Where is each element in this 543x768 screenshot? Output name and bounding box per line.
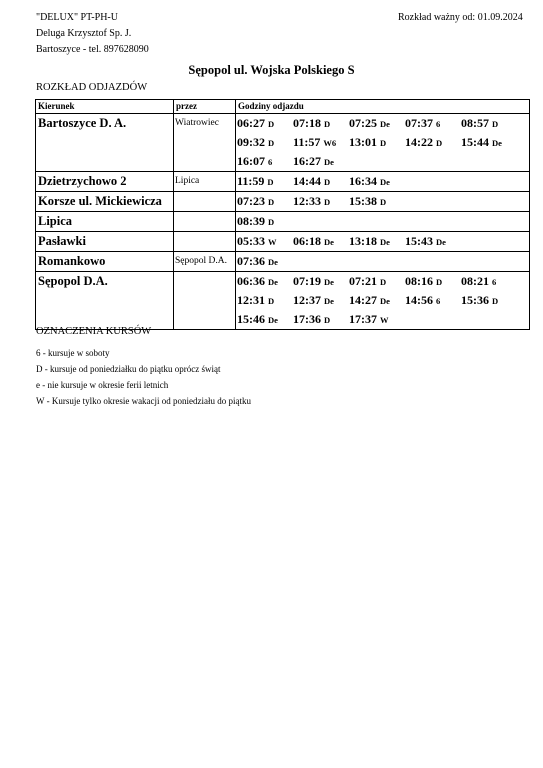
departure-time [405, 272, 461, 292]
table-row [36, 172, 530, 192]
departure-time [293, 114, 349, 134]
time-value: 08:21 [461, 274, 489, 288]
time-value: 07:36 [237, 254, 265, 268]
departure-time [461, 272, 517, 292]
times-line [237, 212, 529, 231]
times-line [237, 172, 529, 191]
time-symbol: D [324, 119, 331, 129]
departure-time [349, 272, 405, 292]
via-cell [174, 192, 236, 212]
departure-time [293, 310, 349, 330]
table-row [36, 114, 530, 172]
direction-cell: Sępopol D.A. [36, 272, 174, 330]
legend-item: 6 - kursuje w soboty [36, 348, 110, 358]
departure-time [293, 192, 349, 212]
departure-time [237, 133, 293, 153]
valid-from-date: Rozkład ważny od: 01.09.2024 [398, 12, 523, 23]
time-symbol: D [268, 296, 275, 306]
time-value: 12:37 [293, 293, 321, 307]
time-value: 14:22 [405, 135, 433, 149]
departure-time [405, 232, 461, 252]
legend-title: OZNACZENIA KURSÓW [36, 326, 152, 337]
time-value: 07:21 [349, 274, 377, 288]
legend-item: W - Kursuje tylko okresie wakacji od poniedziału do piątku [36, 396, 252, 406]
time-value: 08:39 [237, 214, 265, 228]
times-line [237, 291, 529, 310]
times-cell [236, 212, 530, 232]
time-value: 07:23 [237, 194, 265, 208]
time-value: 14:27 [349, 293, 377, 307]
time-value: 07:25 [349, 116, 377, 130]
departure-time [237, 272, 293, 292]
departure-time [349, 291, 405, 311]
stop-title: Sępopol ul. Wojska Polskiego S [188, 63, 355, 77]
times-cell [236, 272, 530, 330]
legend-item: D - kursuje od poniedziałku do piątku oprócz świąt [36, 364, 221, 374]
time-value: 07:19 [293, 274, 321, 288]
via-cell: Wiatrowiec [174, 114, 236, 172]
times-line [237, 114, 529, 133]
column-header-via: przez [174, 100, 236, 114]
departure-time [293, 272, 349, 292]
departure-time [349, 232, 405, 252]
time-symbol: De [268, 315, 278, 325]
departure-time [349, 114, 405, 134]
departure-time [237, 232, 293, 252]
time-value: 09:32 [237, 135, 265, 149]
time-symbol: De [324, 157, 334, 167]
direction-cell: Lipica [36, 212, 174, 232]
table-header-row [36, 100, 530, 114]
time-symbol: 6 [436, 119, 441, 129]
time-symbol: De [492, 138, 502, 148]
departure-time [293, 152, 349, 172]
departure-time [405, 133, 461, 153]
column-header-direction: Kierunek [36, 100, 174, 114]
time-symbol: D [324, 197, 331, 207]
times-line [237, 310, 529, 329]
column-header-times: Godziny odjazdu [236, 100, 530, 114]
direction-cell: Romankowo [36, 252, 174, 272]
departure-time [461, 133, 517, 153]
departure-time [405, 114, 461, 134]
time-value: 17:36 [293, 312, 321, 326]
time-value: 06:36 [237, 274, 265, 288]
times-line [237, 192, 529, 211]
departure-time [349, 310, 405, 330]
times-line [237, 133, 529, 152]
times-cell [236, 192, 530, 212]
departure-time [405, 291, 461, 311]
time-value: 17:37 [349, 312, 377, 326]
time-symbol: De [380, 296, 390, 306]
time-symbol: De [380, 237, 390, 247]
time-value: 06:18 [293, 234, 321, 248]
times-line [237, 152, 529, 171]
departure-time [237, 291, 293, 311]
time-value: 15:38 [349, 194, 377, 208]
legend-item: e - nie kursuje w okresie ferii letnich [36, 380, 169, 390]
time-symbol: W [380, 315, 389, 325]
time-symbol: D [268, 197, 275, 207]
time-symbol: D [380, 197, 387, 207]
time-symbol: 6 [436, 296, 441, 306]
time-symbol: D [492, 119, 499, 129]
direction-cell: Korsze ul. Mickiewicza [36, 192, 174, 212]
departure-time [237, 192, 293, 212]
time-symbol: 6 [492, 277, 497, 287]
time-value: 13:18 [349, 234, 377, 248]
via-cell [174, 272, 236, 330]
time-value: 15:36 [461, 293, 489, 307]
departure-time [237, 212, 293, 232]
time-value: 16:07 [237, 154, 265, 168]
via-cell: Sępopol D.A. [174, 252, 236, 272]
time-symbol: D [324, 177, 331, 187]
via-cell: Lipica [174, 172, 236, 192]
time-value: 11:57 [293, 135, 321, 149]
time-value: 16:27 [293, 154, 321, 168]
departure-time [349, 133, 405, 153]
company-info [36, 10, 149, 58]
time-symbol: De [324, 296, 334, 306]
time-value: 08:16 [405, 274, 433, 288]
times-line [237, 232, 529, 251]
time-symbol: D [268, 217, 275, 227]
times-cell [236, 252, 530, 272]
departure-table [35, 99, 530, 330]
table-row [36, 272, 530, 330]
company-line: Deluga Krzysztof Sp. J. [36, 28, 132, 39]
departure-time [293, 291, 349, 311]
departure-time [237, 152, 293, 172]
time-symbol: D [436, 138, 443, 148]
time-symbol: De [324, 237, 334, 247]
table-row [36, 252, 530, 272]
time-value: 15:46 [237, 312, 265, 326]
time-symbol: De [380, 177, 390, 187]
time-symbol: D [268, 138, 275, 148]
time-symbol: D [324, 315, 331, 325]
times-cell [236, 172, 530, 192]
departure-time [461, 114, 517, 134]
departure-time [293, 232, 349, 252]
company-line: Bartoszyce - tel. 897628090 [36, 44, 149, 55]
direction-cell: Pasławki [36, 232, 174, 252]
time-value: 12:31 [237, 293, 265, 307]
time-symbol: De [268, 257, 278, 267]
time-value: 07:18 [293, 116, 321, 130]
time-value: 16:34 [349, 174, 377, 188]
departure-time [349, 172, 405, 192]
time-value: 06:27 [237, 116, 265, 130]
direction-cell: Bartoszyce D. A. [36, 114, 174, 172]
legend-list [36, 345, 251, 409]
via-cell [174, 212, 236, 232]
via-cell [174, 232, 236, 252]
time-symbol: D [380, 277, 387, 287]
departure-time [349, 192, 405, 212]
time-value: 14:56 [405, 293, 433, 307]
time-value: 12:33 [293, 194, 321, 208]
table-body [36, 114, 530, 330]
time-symbol: De [324, 277, 334, 287]
time-symbol: D [267, 177, 274, 187]
departure-time [293, 133, 349, 153]
section-title: ROZKŁAD ODJAZDÓW [36, 82, 148, 93]
times-line [237, 252, 529, 271]
time-value: 07:37 [405, 116, 433, 130]
time-symbol: De [436, 237, 446, 247]
departure-time [237, 252, 293, 272]
company-line: "DELUX" PT-PH-U [36, 12, 118, 23]
time-value: 08:57 [461, 116, 489, 130]
departure-time [237, 114, 293, 134]
departure-time [461, 291, 517, 311]
direction-cell: Dzietrzychowo 2 [36, 172, 174, 192]
departure-time [293, 172, 349, 192]
time-symbol: D [436, 277, 443, 287]
time-value: 11:59 [237, 174, 265, 188]
time-value: 15:43 [405, 234, 433, 248]
times-cell [236, 114, 530, 172]
times-line [237, 272, 529, 291]
departure-time [237, 172, 293, 192]
time-value: 05:33 [237, 234, 265, 248]
time-symbol: W [268, 237, 277, 247]
time-symbol: De [268, 277, 278, 287]
time-symbol: 6 [268, 157, 273, 167]
time-value: 15:44 [461, 135, 489, 149]
time-symbol: D [492, 296, 499, 306]
time-symbol: W6 [323, 138, 337, 148]
times-cell [236, 232, 530, 252]
time-symbol: De [380, 119, 390, 129]
time-symbol: D [380, 138, 387, 148]
time-value: 13:01 [349, 135, 377, 149]
departure-time [237, 310, 293, 330]
table-row [36, 232, 530, 252]
time-symbol: D [268, 119, 275, 129]
time-value: 14:44 [293, 174, 321, 188]
table-row [36, 212, 530, 232]
table-row [36, 192, 530, 212]
